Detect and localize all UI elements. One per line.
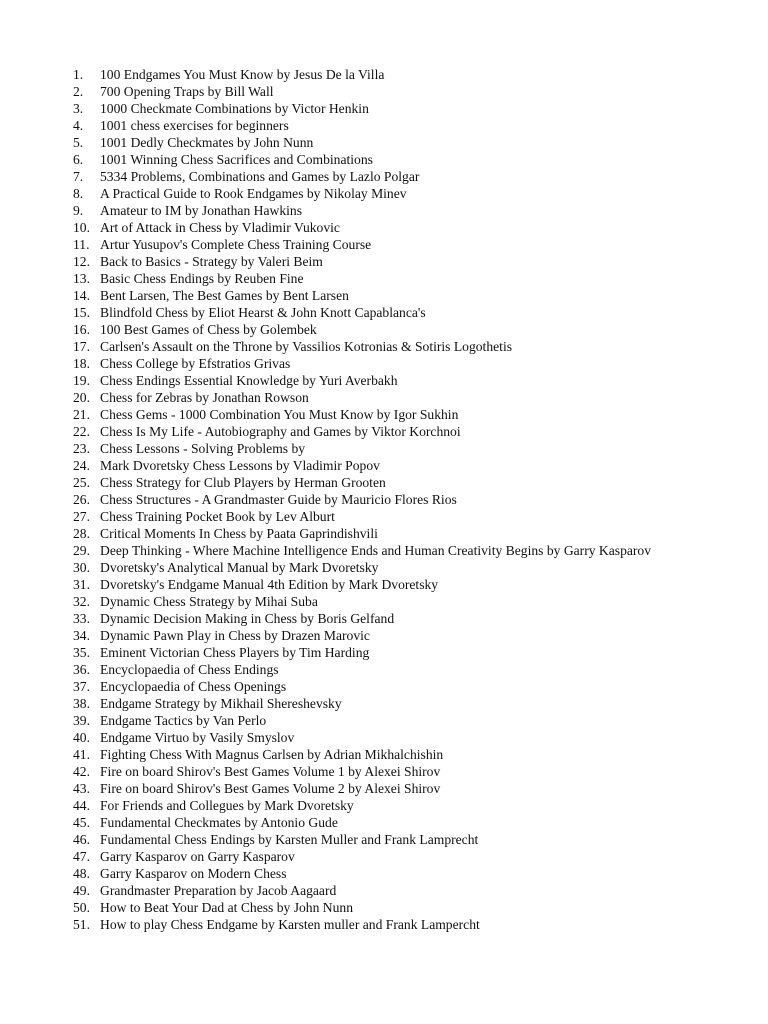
book-title: How to play Chess Endgame by Karsten muller and Frank Lampercht: [100, 917, 480, 932]
book-title: Dvoretsky's Analytical Manual by Mark Dvoretsky: [100, 560, 379, 575]
list-item: [0, 746, 768, 763]
list-item-number: 29.: [73, 543, 90, 558]
book-title: Chess Endings Essential Knowledge by Yuri Averbakh: [100, 373, 398, 388]
book-title: Fire on board Shirov's Best Games Volume 1 by Alexei Shirov: [100, 764, 441, 779]
list-item: [0, 355, 768, 372]
list-item: [0, 321, 768, 338]
list-item-number: 15.: [73, 305, 90, 320]
list-item-number: 6.: [73, 152, 84, 167]
list-item: [0, 474, 768, 491]
list-item: [0, 848, 768, 865]
list-item-number: 21.: [73, 407, 90, 422]
list-item: [0, 83, 768, 100]
list-item-number: 11.: [73, 237, 90, 252]
list-item: [0, 338, 768, 355]
list-item-number: 5.: [73, 135, 84, 150]
list-item-number: 48.: [73, 866, 90, 881]
list-item-number: 40.: [73, 730, 90, 745]
list-item: [0, 814, 768, 831]
book-title: Dynamic Chess Strategy by Mihai Suba: [100, 594, 318, 609]
book-title: Fighting Chess With Magnus Carlsen by Adrian Mikhalchishin: [100, 747, 444, 762]
book-title: Amateur to IM by Jonathan Hawkins: [100, 203, 302, 218]
book-title: Chess College by Efstratios Grivas: [100, 356, 291, 371]
book-title: Fundamental Checkmates by Antonio Gude: [100, 815, 338, 830]
list-item-number: 45.: [73, 815, 90, 830]
list-item-number: 26.: [73, 492, 90, 507]
list-item-number: 14.: [73, 288, 90, 303]
list-item: [0, 763, 768, 780]
list-item-number: 38.: [73, 696, 90, 711]
list-item: [0, 253, 768, 270]
list-item: [0, 151, 768, 168]
book-title: Fire on board Shirov's Best Games Volume 2 by Alexei Shirov: [100, 781, 441, 796]
list-item-number: 51.: [73, 917, 90, 932]
list-item-number: 27.: [73, 509, 90, 524]
list-item-number: 43.: [73, 781, 90, 796]
list-item: [0, 542, 768, 559]
list-item-number: 47.: [73, 849, 90, 864]
list-item: [0, 712, 768, 729]
list-item-number: 9.: [73, 203, 84, 218]
list-item: [0, 525, 768, 542]
book-title: Chess Structures - A Grandmaster Guide by Mauricio Flores Rios: [100, 492, 457, 507]
list-item: [0, 287, 768, 304]
book-title: Artur Yusupov's Complete Chess Training Course: [100, 237, 372, 252]
list-item: [0, 100, 768, 117]
list-item-number: 46.: [73, 832, 90, 847]
book-title: Basic Chess Endings by Reuben Fine: [100, 271, 304, 286]
book-title: How to Beat Your Dad at Chess by John Nunn: [100, 900, 353, 915]
book-title: Eminent Victorian Chess Players by Tim Harding: [100, 645, 370, 660]
list-item-number: 32.: [73, 594, 90, 609]
list-item-number: 35.: [73, 645, 90, 660]
book-title: Chess Is My Life - Autobiography and Games by Viktor Korchnoi: [100, 424, 461, 439]
list-item: [0, 440, 768, 457]
list-item-number: 37.: [73, 679, 90, 694]
book-title: Dvoretsky's Endgame Manual 4th Edition by Mark Dvoretsky: [100, 577, 439, 592]
book-title: Art of Attack in Chess by Vladimir Vukovic: [100, 220, 340, 235]
book-title: For Friends and Collegues by Mark Dvoretsky: [100, 798, 354, 813]
list-item: [0, 678, 768, 695]
list-item-number: 24.: [73, 458, 90, 473]
list-item-number: 8.: [73, 186, 84, 201]
book-title: 1001 Winning Chess Sacrifices and Combinations: [100, 152, 373, 167]
book-title: Critical Moments In Chess by Paata Gaprindishvili: [100, 526, 378, 541]
list-item-number: 13.: [73, 271, 90, 286]
list-item-number: 41.: [73, 747, 90, 762]
list-item: [0, 457, 768, 474]
list-item-number: 36.: [73, 662, 90, 677]
list-item: [0, 831, 768, 848]
list-item-number: 25.: [73, 475, 90, 490]
list-item: [0, 491, 768, 508]
book-title: Bent Larsen, The Best Games by Bent Larsen: [100, 288, 349, 303]
list-item: [0, 576, 768, 593]
book-list: [0, 66, 768, 933]
list-item: [0, 219, 768, 236]
list-item: [0, 865, 768, 882]
book-title: 100 Endgames You Must Know by Jesus De la Villa: [100, 67, 385, 82]
list-item: [0, 134, 768, 151]
list-item-number: 42.: [73, 764, 90, 779]
book-title: 1001 chess exercises for beginners: [100, 118, 289, 133]
list-item: [0, 661, 768, 678]
list-item-number: 16.: [73, 322, 90, 337]
list-item-number: 30.: [73, 560, 90, 575]
list-item: [0, 66, 768, 83]
list-item: [0, 695, 768, 712]
book-title: Back to Basics - Strategy by Valeri Beim: [100, 254, 323, 269]
list-item-number: 50.: [73, 900, 90, 915]
book-title: Encyclopaedia of Chess Endings: [100, 662, 279, 677]
list-item-number: 4.: [73, 118, 84, 133]
list-item-number: 22.: [73, 424, 90, 439]
list-item-number: 19.: [73, 373, 90, 388]
list-item: [0, 882, 768, 899]
list-item-number: 17.: [73, 339, 90, 354]
book-title: Chess Lessons - Solving Problems by: [100, 441, 306, 456]
list-item-number: 44.: [73, 798, 90, 813]
book-title: A Practical Guide to Rook Endgames by Nikolay Minev: [100, 186, 407, 201]
list-item: [0, 916, 768, 933]
list-item: [0, 185, 768, 202]
book-title: Blindfold Chess by Eliot Hearst & John Knott Capablanca's: [100, 305, 426, 320]
book-title: Garry Kasparov on Garry Kasparov: [100, 849, 295, 864]
list-item: [0, 644, 768, 661]
list-item: [0, 627, 768, 644]
list-item: [0, 729, 768, 746]
book-title: Deep Thinking - Where Machine Intelligence Ends and Human Creativity Begins by Garry Kasparov: [100, 543, 652, 558]
list-item: [0, 899, 768, 916]
book-title: Fundamental Chess Endings by Karsten Muller and Frank Lamprecht: [100, 832, 479, 847]
list-item: [0, 423, 768, 440]
list-item-number: 31.: [73, 577, 90, 592]
list-item: [0, 389, 768, 406]
list-item: [0, 372, 768, 389]
list-item: [0, 117, 768, 134]
list-item: [0, 168, 768, 185]
list-item-number: 2.: [73, 84, 84, 99]
list-item: [0, 797, 768, 814]
book-title: Chess for Zebras by Jonathan Rowson: [100, 390, 309, 405]
list-item-number: 20.: [73, 390, 90, 405]
list-item: [0, 202, 768, 219]
list-item: [0, 780, 768, 797]
book-title: Endgame Virtuo by Vasily Smyslov: [100, 730, 295, 745]
list-item-number: 33.: [73, 611, 90, 626]
list-item-number: 39.: [73, 713, 90, 728]
list-item-number: 3.: [73, 101, 84, 116]
list-item: [0, 304, 768, 321]
book-title: Encyclopaedia of Chess Openings: [100, 679, 287, 694]
document-page: [0, 66, 768, 933]
list-item-number: 23.: [73, 441, 90, 456]
list-item-number: 49.: [73, 883, 90, 898]
list-item: [0, 270, 768, 287]
list-item-number: 28.: [73, 526, 90, 541]
list-item-number: 1.: [73, 67, 84, 82]
book-title: Chess Training Pocket Book by Lev Alburt: [100, 509, 335, 524]
list-item-number: 34.: [73, 628, 90, 643]
book-title: Grandmaster Preparation by Jacob Aagaard: [100, 883, 337, 898]
book-title: Carlsen's Assault on the Throne by Vassilios Kotronias & Sotiris Logothetis: [100, 339, 513, 354]
list-item-number: 10.: [73, 220, 90, 235]
book-title: 1001 Dedly Checkmates by John Nunn: [100, 135, 314, 150]
book-title: Chess Strategy for Club Players by Herman Grooten: [100, 475, 386, 490]
book-title: Dynamic Pawn Play in Chess by Drazen Marovic: [100, 628, 370, 643]
book-title: 100 Best Games of Chess by Golembek: [100, 322, 317, 337]
book-title: Endgame Tactics by Van Perlo: [100, 713, 267, 728]
book-title: Endgame Strategy by Mikhail Shereshevsky: [100, 696, 342, 711]
book-title: Mark Dvoretsky Chess Lessons by Vladimir Popov: [100, 458, 380, 473]
book-title: Chess Gems - 1000 Combination You Must Know by Igor Sukhin: [100, 407, 459, 422]
list-item: [0, 236, 768, 253]
book-title: Dynamic Decision Making in Chess by Boris Gelfand: [100, 611, 395, 626]
list-item-number: 12.: [73, 254, 90, 269]
book-title: 5334 Problems, Combinations and Games by Lazlo Polgar: [100, 169, 420, 184]
list-item: [0, 610, 768, 627]
list-item-number: 18.: [73, 356, 90, 371]
book-title: 700 Opening Traps by Bill Wall: [100, 84, 274, 99]
book-title: Garry Kasparov on Modern Chess: [100, 866, 287, 881]
list-item-number: 7.: [73, 169, 84, 184]
list-item: [0, 406, 768, 423]
list-item: [0, 508, 768, 525]
list-item: [0, 593, 768, 610]
book-title: 1000 Checkmate Combinations by Victor Henkin: [100, 101, 369, 116]
list-item: [0, 559, 768, 576]
